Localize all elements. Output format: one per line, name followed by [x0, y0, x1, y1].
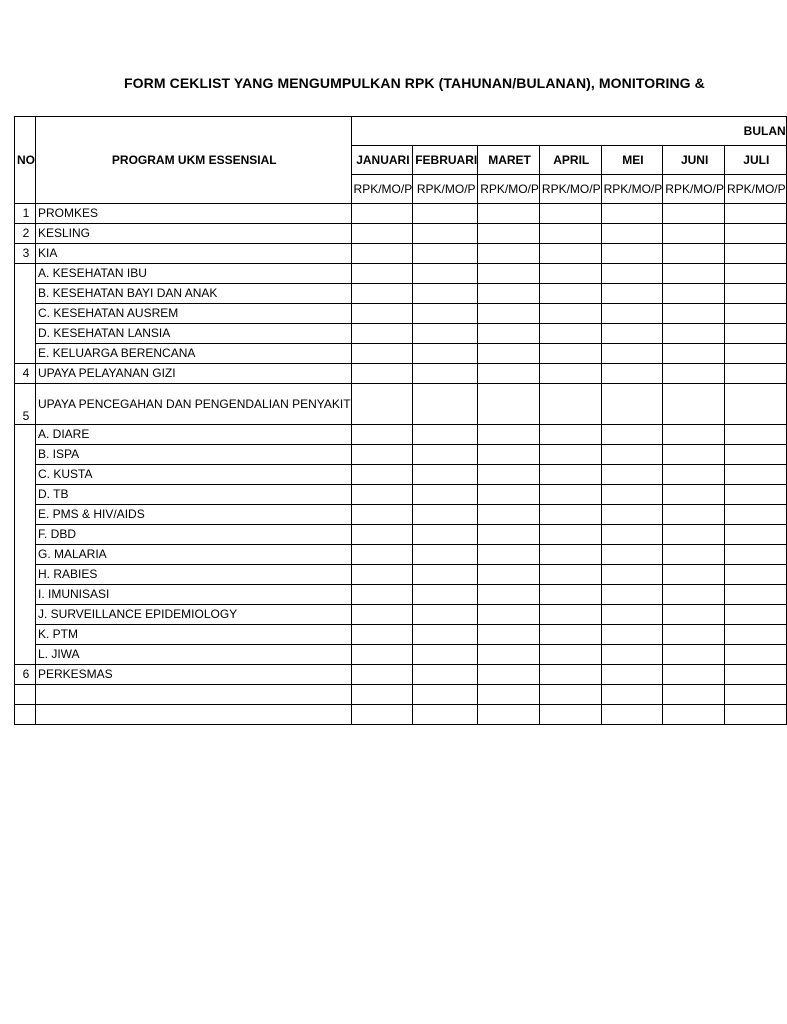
check-cell[interactable] — [413, 625, 478, 645]
row-program: D. TB — [36, 485, 352, 505]
check-cell[interactable] — [478, 705, 540, 725]
check-cell[interactable] — [413, 465, 478, 485]
check-cell[interactable] — [478, 525, 540, 545]
check-cell[interactable] — [478, 324, 540, 344]
check-cell[interactable] — [724, 525, 786, 545]
table-row — [15, 505, 787, 525]
check-cell[interactable] — [351, 505, 413, 525]
check-cell[interactable] — [351, 465, 413, 485]
row-number — [15, 705, 36, 725]
check-cell[interactable] — [539, 465, 601, 485]
table-row — [15, 364, 787, 384]
check-cell[interactable] — [351, 284, 413, 304]
check-cell[interactable] — [478, 545, 540, 565]
check-cell[interactable] — [601, 605, 663, 625]
check-cell[interactable] — [724, 485, 786, 505]
check-cell[interactable] — [724, 505, 786, 525]
check-cell[interactable] — [601, 705, 663, 725]
check-cell[interactable] — [663, 344, 725, 364]
check-cell[interactable] — [663, 284, 725, 304]
check-cell[interactable] — [478, 384, 540, 425]
header-no: NO — [15, 117, 36, 204]
check-cell[interactable] — [539, 565, 601, 585]
check-cell[interactable] — [478, 364, 540, 384]
row-program: A. KESEHATAN IBU — [36, 264, 352, 284]
check-cell[interactable] — [601, 204, 663, 224]
row-program: E. PMS & HIV/AIDS — [36, 505, 352, 525]
check-cell[interactable] — [724, 204, 786, 224]
check-cell[interactable] — [351, 425, 413, 445]
row-program: KESLING — [36, 224, 352, 244]
check-cell[interactable] — [539, 264, 601, 284]
check-cell[interactable] — [478, 445, 540, 465]
check-cell[interactable] — [601, 505, 663, 525]
table-row — [15, 645, 787, 665]
header-sub-label: RPK/MO/P — [478, 175, 540, 204]
check-cell[interactable] — [413, 605, 478, 625]
check-cell[interactable] — [663, 665, 725, 685]
check-cell[interactable] — [413, 505, 478, 525]
check-cell[interactable] — [413, 224, 478, 244]
check-cell[interactable] — [351, 445, 413, 465]
check-cell[interactable] — [601, 364, 663, 384]
check-cell[interactable] — [663, 505, 725, 525]
check-cell[interactable] — [478, 485, 540, 505]
check-cell[interactable] — [478, 625, 540, 645]
check-cell[interactable] — [478, 585, 540, 605]
check-cell[interactable] — [478, 665, 540, 685]
check-cell[interactable] — [663, 585, 725, 605]
check-cell[interactable] — [478, 685, 540, 705]
check-cell[interactable] — [351, 585, 413, 605]
check-cell[interactable] — [413, 525, 478, 545]
header-row-group — [15, 117, 787, 146]
row-program: F. DBD — [36, 525, 352, 545]
check-cell[interactable] — [663, 264, 725, 284]
check-cell[interactable] — [413, 264, 478, 284]
check-cell[interactable] — [724, 685, 786, 705]
check-cell[interactable] — [724, 705, 786, 725]
check-cell[interactable] — [539, 645, 601, 665]
table-row — [15, 224, 787, 244]
check-cell[interactable] — [539, 204, 601, 224]
row-program: A. DIARE — [36, 425, 352, 445]
check-cell[interactable] — [539, 344, 601, 364]
table-row — [15, 665, 787, 685]
check-cell[interactable] — [724, 364, 786, 384]
check-cell[interactable] — [601, 545, 663, 565]
check-cell[interactable] — [724, 565, 786, 585]
row-number: 1 — [15, 204, 36, 224]
check-cell[interactable] — [413, 565, 478, 585]
row-program: L. JIWA — [36, 645, 352, 665]
check-cell[interactable] — [413, 665, 478, 685]
check-cell[interactable] — [351, 364, 413, 384]
check-cell[interactable] — [724, 545, 786, 565]
check-cell[interactable] — [478, 565, 540, 585]
check-cell[interactable] — [724, 304, 786, 324]
table-row — [15, 204, 787, 224]
table-row — [15, 324, 787, 344]
row-number — [15, 264, 36, 364]
check-cell[interactable] — [601, 284, 663, 304]
check-cell[interactable] — [663, 465, 725, 485]
header-bulan: BULAN — [351, 117, 786, 146]
table-row — [15, 625, 787, 645]
row-number: 3 — [15, 244, 36, 264]
check-cell[interactable] — [539, 665, 601, 685]
check-cell[interactable] — [724, 445, 786, 465]
row-program — [36, 705, 352, 725]
check-cell[interactable] — [351, 545, 413, 565]
check-cell[interactable] — [724, 344, 786, 364]
row-program: KIA — [36, 244, 352, 264]
header-sub-label: RPK/MO/P — [351, 175, 413, 204]
check-cell[interactable] — [539, 224, 601, 244]
check-cell[interactable] — [724, 224, 786, 244]
check-cell[interactable] — [351, 685, 413, 705]
table-row — [15, 525, 787, 545]
row-program: UPAYA PELAYANAN GIZI — [36, 364, 352, 384]
check-cell[interactable] — [351, 264, 413, 284]
check-cell[interactable] — [663, 685, 725, 705]
header-sub-label: RPK/MO/P — [413, 175, 478, 204]
table-row — [15, 344, 787, 364]
row-number — [15, 685, 36, 705]
check-cell[interactable] — [351, 324, 413, 344]
table-row — [15, 705, 787, 725]
row-number: 4 — [15, 364, 36, 384]
row-program: D. KESEHATAN LANSIA — [36, 324, 352, 344]
header-month-mei: MEI — [601, 146, 663, 175]
check-cell[interactable] — [539, 284, 601, 304]
check-cell[interactable] — [478, 465, 540, 485]
check-cell[interactable] — [601, 565, 663, 585]
table-row — [15, 384, 787, 425]
row-program: H. RABIES — [36, 565, 352, 585]
table-row — [15, 485, 787, 505]
form-title: FORM CEKLIST YANG MENGUMPULKAN RPK (TAHUNAN/BULANAN), MONITORING & — [124, 75, 705, 91]
check-cell[interactable] — [351, 565, 413, 585]
check-cell[interactable] — [413, 244, 478, 264]
check-cell[interactable] — [351, 204, 413, 224]
check-cell[interactable] — [663, 485, 725, 505]
check-cell[interactable] — [413, 304, 478, 324]
check-cell[interactable] — [539, 244, 601, 264]
check-cell[interactable] — [724, 425, 786, 445]
row-program: I. IMUNISASI — [36, 585, 352, 605]
check-cell[interactable] — [601, 384, 663, 425]
check-cell[interactable] — [539, 445, 601, 465]
row-program: G. MALARIA — [36, 545, 352, 565]
check-cell[interactable] — [351, 344, 413, 364]
check-cell[interactable] — [539, 384, 601, 425]
check-cell[interactable] — [724, 384, 786, 425]
check-cell[interactable] — [663, 625, 725, 645]
header-sub-label: RPK/MO/P — [601, 175, 663, 204]
check-cell[interactable] — [478, 425, 540, 445]
check-cell[interactable] — [413, 705, 478, 725]
check-cell[interactable] — [539, 585, 601, 605]
check-cell[interactable] — [351, 625, 413, 645]
table-row — [15, 304, 787, 324]
check-cell[interactable] — [601, 625, 663, 645]
header-sub-label: RPK/MO/P — [663, 175, 725, 204]
check-cell[interactable] — [413, 344, 478, 364]
check-cell[interactable] — [663, 224, 725, 244]
check-cell[interactable] — [539, 324, 601, 344]
check-cell[interactable] — [724, 625, 786, 645]
row-program: J. SURVEILLANCE EPIDEMIOLOGY — [36, 605, 352, 625]
header-month-januari: JANUARI — [351, 146, 413, 175]
check-cell[interactable] — [351, 384, 413, 425]
check-cell[interactable] — [539, 505, 601, 525]
check-cell[interactable] — [413, 645, 478, 665]
check-cell[interactable] — [478, 304, 540, 324]
check-cell[interactable] — [601, 525, 663, 545]
check-cell[interactable] — [478, 645, 540, 665]
row-program — [36, 685, 352, 705]
check-cell[interactable] — [539, 545, 601, 565]
check-cell[interactable] — [601, 445, 663, 465]
check-cell[interactable] — [724, 324, 786, 344]
row-number: 5 — [15, 384, 36, 425]
check-cell[interactable] — [478, 264, 540, 284]
check-cell[interactable] — [351, 304, 413, 324]
check-cell[interactable] — [413, 284, 478, 304]
check-cell[interactable] — [724, 264, 786, 284]
table-row — [15, 605, 787, 625]
check-cell[interactable] — [539, 364, 601, 384]
check-cell[interactable] — [663, 304, 725, 324]
row-program: E. KELUARGA BERENCANA — [36, 344, 352, 364]
check-cell[interactable] — [351, 244, 413, 264]
row-program: B. ISPA — [36, 445, 352, 465]
check-cell[interactable] — [351, 485, 413, 505]
check-cell[interactable] — [663, 545, 725, 565]
header-sub-label: RPK/MO/P — [539, 175, 601, 204]
row-program: PROMKES — [36, 204, 352, 224]
header-month-februari: FEBRUARI — [413, 146, 478, 175]
header-month-juli: JULI — [724, 146, 786, 175]
check-cell[interactable] — [724, 244, 786, 264]
checklist-table — [14, 116, 787, 725]
check-cell[interactable] — [413, 364, 478, 384]
table-row — [15, 445, 787, 465]
check-cell[interactable] — [413, 485, 478, 505]
header-month-april: APRIL — [539, 146, 601, 175]
check-cell[interactable] — [601, 264, 663, 284]
row-number: 2 — [15, 224, 36, 244]
check-cell[interactable] — [539, 685, 601, 705]
check-cell[interactable] — [663, 244, 725, 264]
check-cell[interactable] — [601, 665, 663, 685]
check-cell[interactable] — [413, 445, 478, 465]
check-cell[interactable] — [413, 384, 478, 425]
check-cell[interactable] — [663, 324, 725, 344]
check-cell[interactable] — [539, 625, 601, 645]
check-cell[interactable] — [478, 344, 540, 364]
check-cell[interactable] — [478, 244, 540, 264]
table-row — [15, 685, 787, 705]
table-row — [15, 545, 787, 565]
table-row — [15, 264, 787, 284]
check-cell[interactable] — [413, 425, 478, 445]
table-row — [15, 565, 787, 585]
check-cell[interactable] — [601, 685, 663, 705]
row-number — [15, 425, 36, 665]
check-cell[interactable] — [724, 465, 786, 485]
check-cell[interactable] — [663, 384, 725, 425]
check-cell[interactable] — [601, 645, 663, 665]
row-program: C. KUSTA — [36, 465, 352, 485]
check-cell[interactable] — [663, 705, 725, 725]
check-cell[interactable] — [663, 204, 725, 224]
check-cell[interactable] — [351, 665, 413, 685]
check-cell[interactable] — [601, 425, 663, 445]
check-cell[interactable] — [539, 705, 601, 725]
check-cell[interactable] — [351, 645, 413, 665]
check-cell[interactable] — [351, 525, 413, 545]
table-row — [15, 244, 787, 264]
table-row — [15, 284, 787, 304]
check-cell[interactable] — [539, 605, 601, 625]
check-cell[interactable] — [663, 605, 725, 625]
check-cell[interactable] — [351, 605, 413, 625]
row-program: C. KESEHATAN AUSREM — [36, 304, 352, 324]
check-cell[interactable] — [413, 545, 478, 565]
check-cell[interactable] — [601, 304, 663, 324]
check-cell[interactable] — [413, 585, 478, 605]
check-cell[interactable] — [724, 605, 786, 625]
check-cell[interactable] — [601, 344, 663, 364]
check-cell[interactable] — [724, 645, 786, 665]
header-month-juni: JUNI — [663, 146, 725, 175]
header-month-maret: MARET — [478, 146, 540, 175]
check-cell[interactable] — [413, 204, 478, 224]
table-row — [15, 425, 787, 445]
row-program: B. KESEHATAN BAYI DAN ANAK — [36, 284, 352, 304]
check-cell[interactable] — [478, 204, 540, 224]
check-cell[interactable] — [601, 485, 663, 505]
check-cell[interactable] — [539, 304, 601, 324]
check-cell[interactable] — [351, 705, 413, 725]
check-cell[interactable] — [478, 505, 540, 525]
table-row — [15, 585, 787, 605]
check-cell[interactable] — [539, 485, 601, 505]
check-cell[interactable] — [539, 425, 601, 445]
check-cell[interactable] — [663, 565, 725, 585]
table-row — [15, 465, 787, 485]
check-cell[interactable] — [601, 244, 663, 264]
header-sub-label: RPK/MO/P — [724, 175, 786, 204]
check-cell[interactable] — [601, 585, 663, 605]
check-cell[interactable] — [601, 465, 663, 485]
check-cell[interactable] — [478, 224, 540, 244]
check-cell[interactable] — [663, 645, 725, 665]
check-cell[interactable] — [724, 585, 786, 605]
row-program: UPAYA PENCEGAHAN DAN PENGENDALIAN PENYAKIT — [36, 384, 352, 425]
row-program: K. PTM — [36, 625, 352, 645]
check-cell[interactable] — [413, 324, 478, 344]
check-cell[interactable] — [601, 224, 663, 244]
check-cell[interactable] — [478, 284, 540, 304]
check-cell[interactable] — [724, 665, 786, 685]
check-cell[interactable] — [351, 224, 413, 244]
check-cell[interactable] — [724, 284, 786, 304]
check-cell[interactable] — [539, 525, 601, 545]
row-program: PERKESMAS — [36, 665, 352, 685]
row-number: 6 — [15, 665, 36, 685]
check-cell[interactable] — [663, 445, 725, 465]
check-cell[interactable] — [663, 525, 725, 545]
check-cell[interactable] — [663, 364, 725, 384]
check-cell[interactable] — [413, 685, 478, 705]
check-cell[interactable] — [601, 324, 663, 344]
check-cell[interactable] — [663, 425, 725, 445]
check-cell[interactable] — [478, 605, 540, 625]
header-program: PROGRAM UKM ESSENSIAL — [36, 117, 352, 204]
